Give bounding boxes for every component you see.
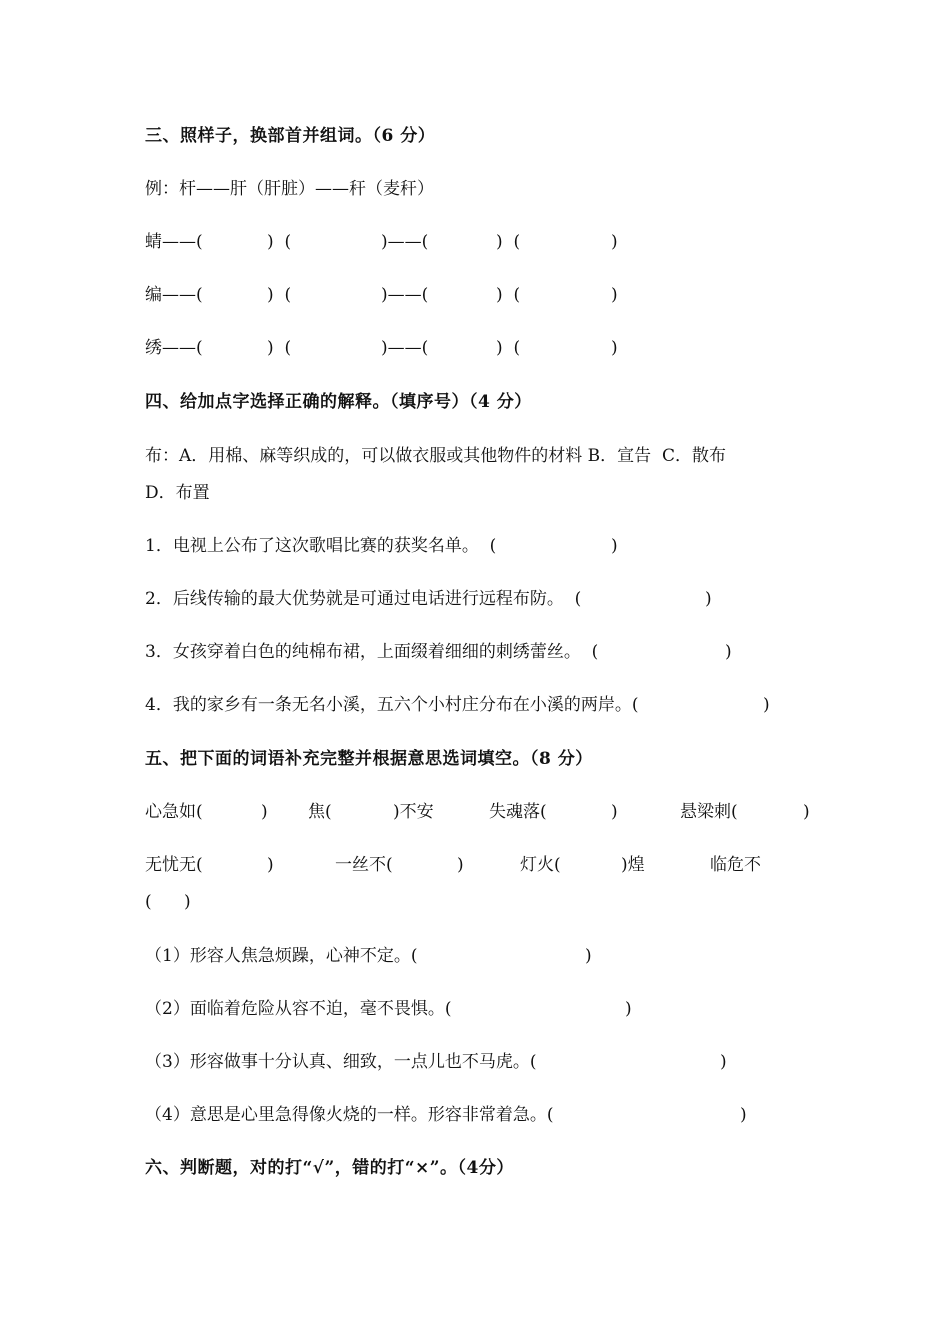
question-text: （3）形容做事十分认真、细致，一点儿也不马虎。( [145,1052,537,1072]
idiom-4-start: 悬梁刺( [680,802,738,822]
idiom-1-start: 心急如( [145,802,203,822]
idiom-2-end: )不安 [393,802,434,822]
idiom-4-end: ) [803,802,810,822]
answer-paren-close: ) [585,946,592,966]
idiom-8-end: ( ) [145,892,191,912]
idiom-6-start: 一丝不( [335,855,393,875]
section-4-question-1 [145,535,665,557]
section-4-question-4 [145,694,785,716]
answer-paren-close: ) [625,999,632,1019]
question-text: 3．女孩穿着白色的纯棉布裙，上面缀着细细的刺绣蕾丝。 ( [145,642,599,662]
answer-paren-close: ) [763,695,770,715]
row-paren-a: ) ( [267,338,292,358]
section-5-question-4 [145,1104,765,1126]
idiom-3-start: 失魂落( [489,802,547,822]
row-char: 绣——( [145,338,203,358]
answer-paren-close: ) [725,642,732,662]
idiom-7-start: 灯火( [520,855,561,875]
answer-paren-close: ) [740,1105,747,1125]
idiom-8-start: 临危不 [710,855,761,875]
row-paren-b: )——( [381,285,429,305]
section-3-example: 例：杆——肝（肝脏）——秆（麦秆） [145,179,434,199]
row-paren-d: ) [611,232,618,252]
answer-paren-close: ) [705,589,712,609]
row-paren-d: ) [611,338,618,358]
idiom-5-end: ) [267,855,274,875]
idiom-row-1 [145,801,825,823]
idiom-1-end: ) [261,802,268,822]
section-5-question-3 [145,1051,745,1073]
answer-paren-close: ) [720,1052,727,1072]
section-4-options: 布：A．用棉、麻等织成的，可以做衣服或其他物件的材料 B．宣告 C．散布 [145,446,726,466]
answer-paren-close: ) [611,536,618,556]
section-6-heading: 六、判断题，对的打“√”，错的打“×”。（4分） [145,1158,514,1178]
section-4-options-cont: D．布置 [145,483,210,503]
row-paren-a: ) ( [267,285,292,305]
row-paren-c: ) ( [496,338,521,358]
idiom-3-end: ) [611,802,618,822]
radical-row-2 [145,284,665,306]
row-paren-b: )——( [381,232,429,252]
idiom-6-end: ) [457,855,464,875]
idiom-5-start: 无忧无( [145,855,203,875]
row-char: 编——( [145,285,203,305]
row-paren-d: ) [611,285,618,305]
question-text: 4．我的家乡有一条无名小溪，五六个小村庄分布在小溪的两岸。( [145,695,639,715]
section-4-heading: 四、给加点字选择正确的解释。（填序号）（4 分） [145,392,532,412]
idiom-2-start: 焦( [308,802,332,822]
question-text: （2）面临着危险从容不迫，毫不畏惧。( [145,999,452,1019]
section-5-question-2 [145,998,645,1020]
radical-row-3 [145,337,665,359]
question-text: （1）形容人焦急烦躁，心神不定。( [145,946,418,966]
idiom-7-end: )煌 [621,855,645,875]
idiom-row-2 [145,854,785,876]
row-paren-c: ) ( [496,285,521,305]
question-text: 1．电视上公布了这次歌唱比赛的获奖名单。 ( [145,536,497,556]
section-5-heading: 五、把下面的词语补充完整并根据意思选词填空。（8 分） [145,749,593,769]
section-3-heading: 三、照样子，换部首并组词。（6 分） [145,126,436,146]
row-char: 蜻——( [145,232,203,252]
question-text: 2．后线传输的最大优势就是可通过电话进行远程布防。 ( [145,589,582,609]
radical-row-1 [145,231,665,253]
row-paren-a: ) ( [267,232,292,252]
question-text: （4）意思是心里急得像火烧的一样。形容非常着急。( [145,1105,554,1125]
section-5-question-1 [145,945,605,967]
section-4-question-2 [145,588,725,610]
row-paren-b: )——( [381,338,429,358]
row-paren-c: ) ( [496,232,521,252]
section-4-question-3 [145,641,745,663]
